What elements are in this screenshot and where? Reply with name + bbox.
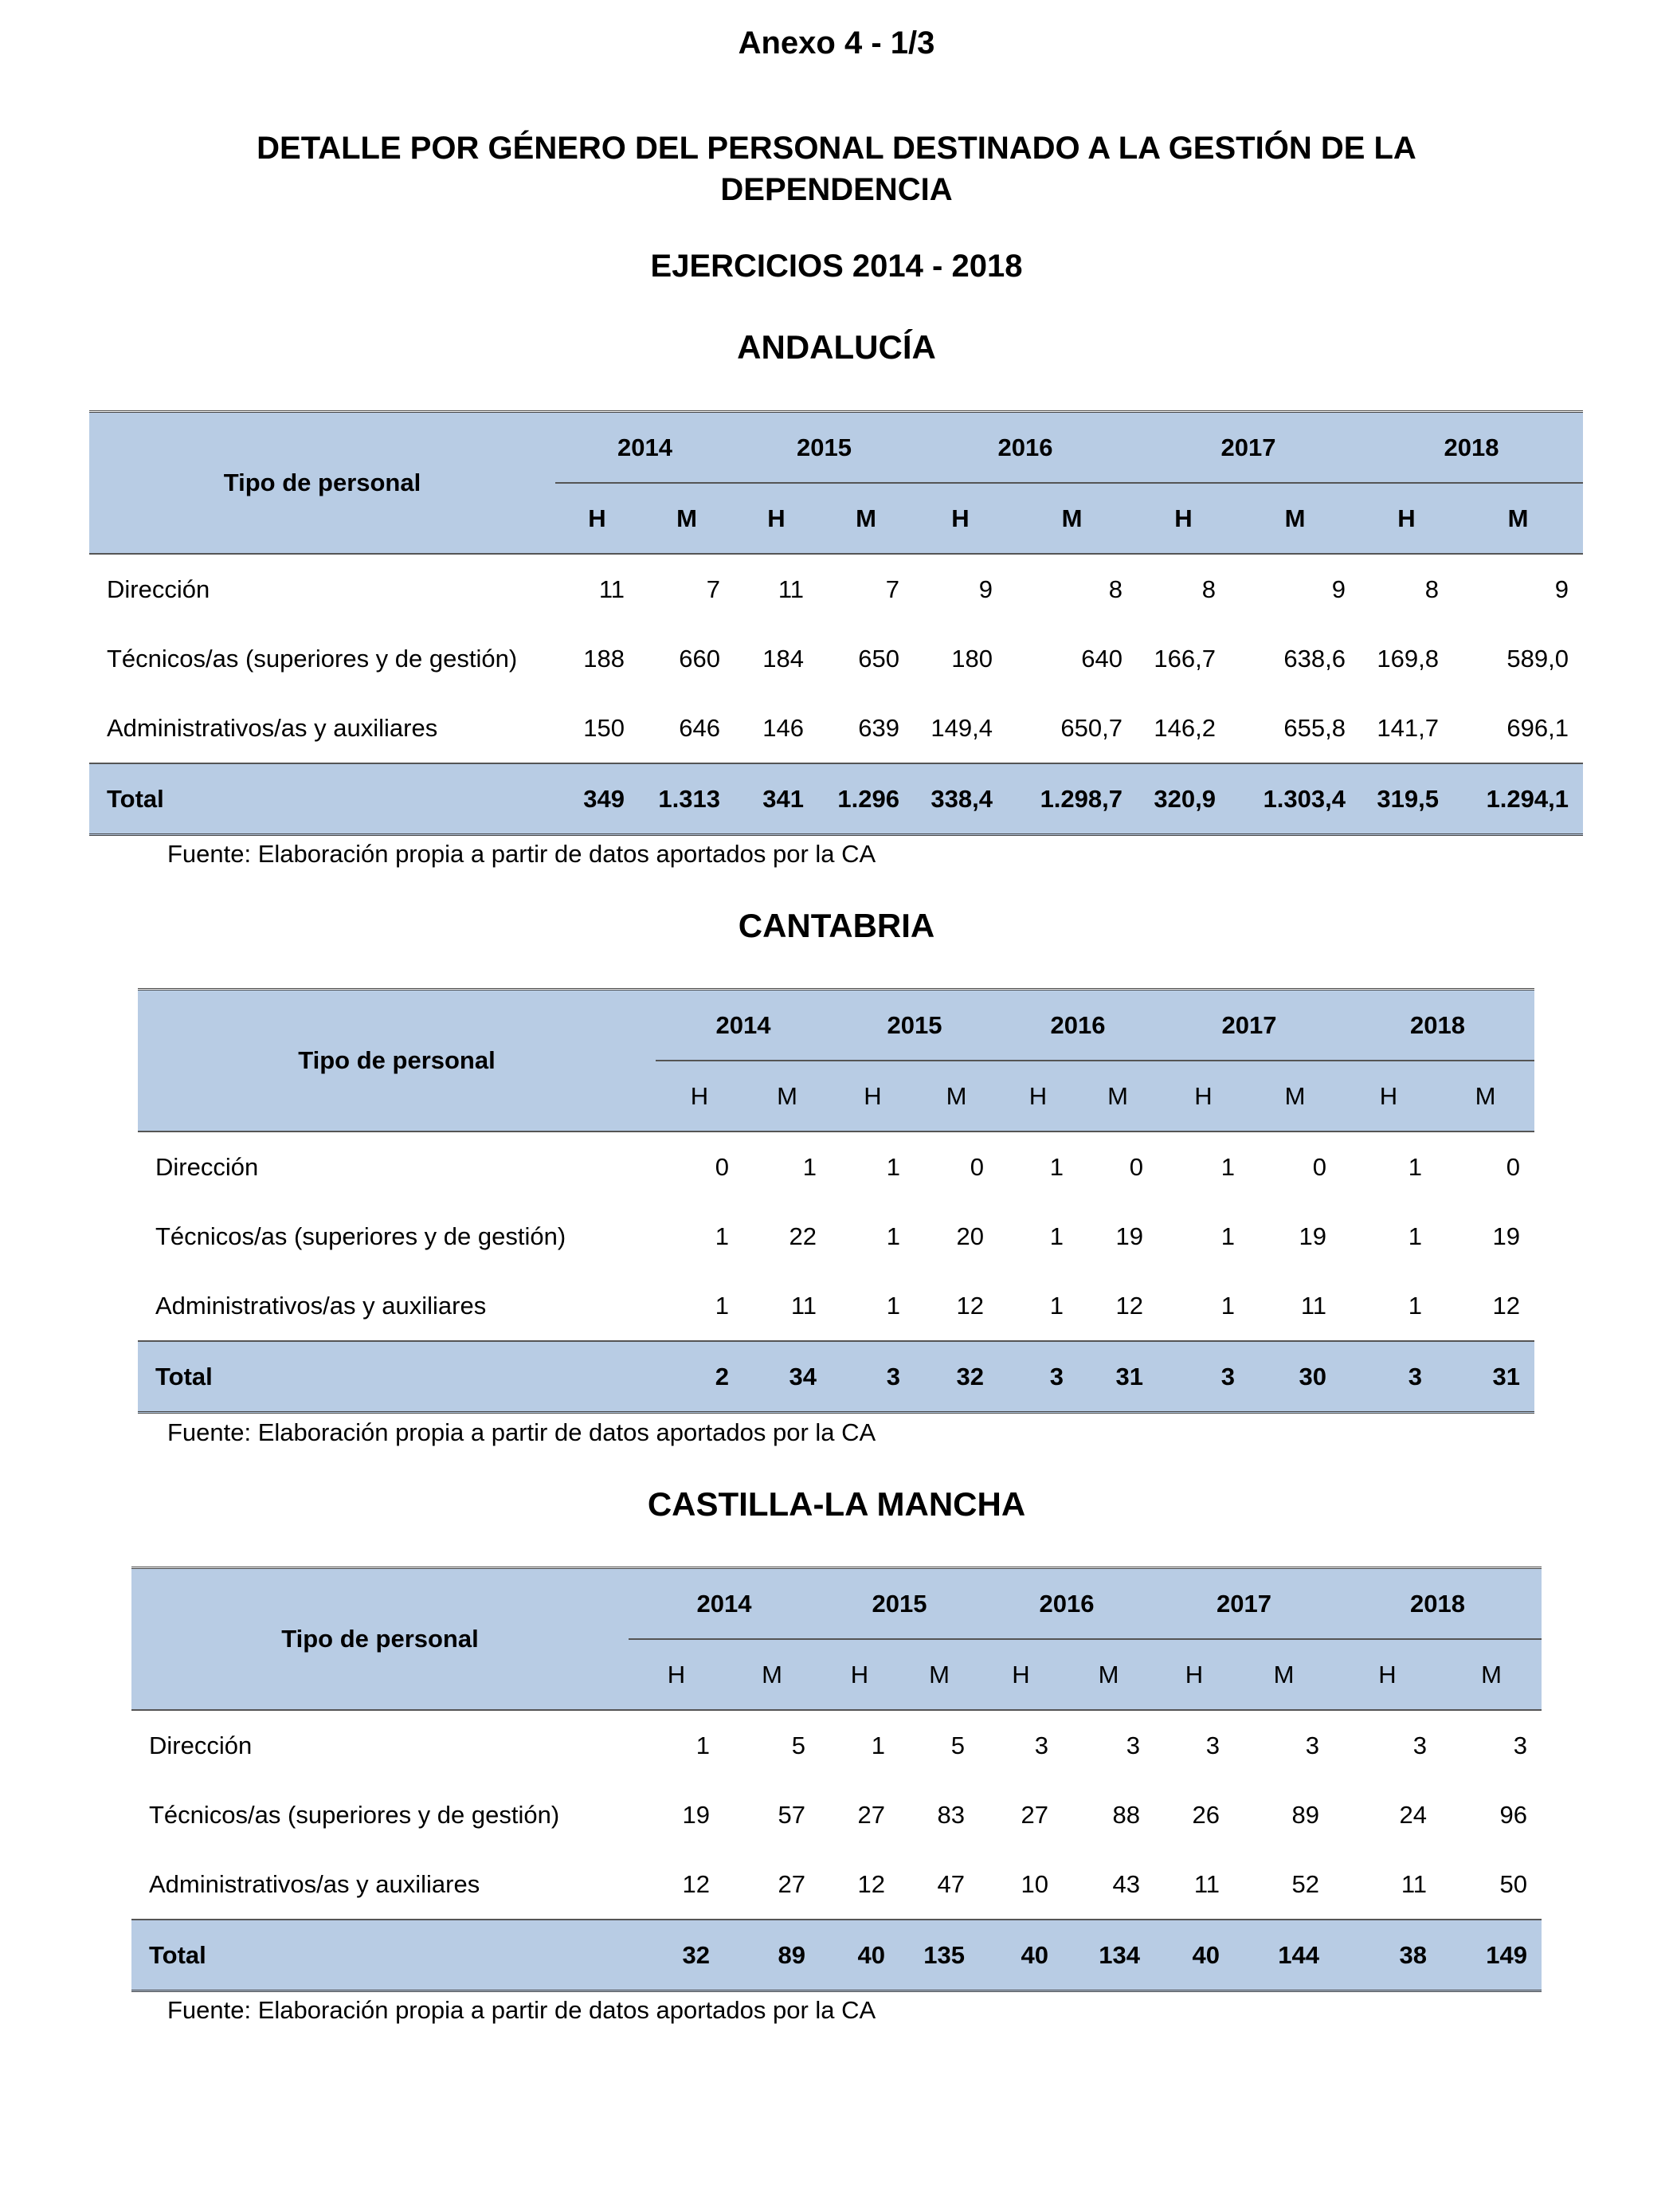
table-andalucia (89, 410, 1583, 836)
h-header: H (979, 1639, 1063, 1710)
cell: 27 (1021, 1800, 1048, 1829)
cell: 660 (679, 644, 720, 673)
year-header: 2018 (1360, 412, 1583, 484)
source-note: Fuente: Elaboración propia a partir de datos aportados por la CA (167, 1996, 876, 2024)
cell: 141,7 (1377, 713, 1439, 742)
cell: 1 (743, 1131, 831, 1202)
table-row (89, 693, 1583, 763)
cell: 1 (820, 1710, 899, 1780)
year-header: 2017 (1158, 990, 1341, 1061)
region-title-castilla-la-mancha: CASTILLA-LA MANCHA (647, 1485, 1026, 1523)
cell: 89 (1291, 1800, 1319, 1829)
year-header: 2016 (998, 990, 1158, 1061)
table-row (131, 1710, 1542, 1780)
cell: 150 (583, 713, 625, 742)
cell: 11 (735, 554, 818, 624)
cell: 10 (1021, 1869, 1048, 1898)
cell: 1 (629, 1710, 724, 1780)
cell: 638,6 (1283, 644, 1346, 673)
cell: 9 (1453, 554, 1583, 624)
cell: 2 (656, 1341, 743, 1413)
year-header: 2017 (1154, 1568, 1334, 1640)
table-row (138, 1131, 1534, 1202)
h-header: H (1341, 1061, 1436, 1131)
cell: 1 (715, 1222, 729, 1250)
cell: 7 (639, 554, 735, 624)
h-header: H (1334, 1639, 1441, 1710)
h-header: H (831, 1061, 915, 1131)
header-tipo-de-personal: Tipo de personal (138, 990, 656, 1132)
cell: 11 (1300, 1291, 1326, 1320)
cell: 1 (1408, 1222, 1422, 1250)
cell: 9 (914, 554, 1007, 624)
cell: 52 (1291, 1869, 1319, 1898)
cell: 3 (831, 1341, 915, 1413)
cell: 19 (682, 1800, 710, 1829)
cell: 1.313 (639, 763, 735, 835)
cell: 146,2 (1154, 713, 1216, 742)
cell: 40 (820, 1920, 899, 1991)
cell: 0 (1249, 1131, 1341, 1202)
cell: 12 (857, 1869, 885, 1898)
cell: 96 (1499, 1800, 1527, 1829)
year-header: 2018 (1341, 990, 1534, 1061)
m-header: M (743, 1061, 831, 1131)
cell: 3 (1334, 1710, 1441, 1780)
cell: 40 (1154, 1920, 1234, 1991)
cell: 40 (979, 1920, 1063, 1991)
cell: 1 (1049, 1291, 1064, 1320)
cell: 650,7 (1060, 713, 1123, 742)
cell: 3 (1063, 1710, 1154, 1780)
cell: 57 (778, 1800, 805, 1829)
h-header: H (1154, 1639, 1234, 1710)
row-label: Técnicos/as (superiores y de gestión) (107, 644, 518, 673)
cell: 1.303,4 (1230, 763, 1360, 835)
cell: 650 (858, 644, 899, 673)
cell: 34 (743, 1341, 831, 1413)
region-title-andalucia: ANDALUCÍA (737, 328, 936, 366)
h-header: H (656, 1061, 743, 1131)
year-header: 2015 (820, 1568, 979, 1640)
m-header: M (1078, 1061, 1158, 1131)
cell: 1 (998, 1131, 1078, 1202)
cell: 19 (1492, 1222, 1520, 1250)
cell: 5 (899, 1710, 979, 1780)
row-label: Técnicos/as (superiores y de gestión) (149, 1800, 560, 1829)
cell: 1 (831, 1131, 915, 1202)
cell: 12 (1115, 1291, 1143, 1320)
cell: 1.298,7 (1007, 763, 1137, 835)
cell: 135 (899, 1920, 979, 1991)
row-label: Administrativos/as y auxiliares (149, 1869, 480, 1898)
m-header: M (639, 483, 735, 554)
h-header: H (998, 1061, 1078, 1131)
cell: 1 (1341, 1131, 1436, 1202)
cell: 146 (762, 713, 804, 742)
cell: 640 (1081, 644, 1123, 673)
m-header: M (915, 1061, 998, 1131)
document-title: DETALLE POR GÉNERO DEL PERSONAL DESTINADO A LA GESTIÓN DE LA DEPENDENCIA (257, 131, 1416, 207)
cell: 1.294,1 (1453, 763, 1583, 835)
cell: 3 (1158, 1341, 1249, 1413)
row-label: Técnicos/as (superiores y de gestión) (155, 1222, 566, 1250)
table-row (89, 624, 1583, 693)
cell: 43 (1112, 1869, 1140, 1898)
cell: 22 (789, 1222, 817, 1250)
cell: 0 (1078, 1131, 1158, 1202)
years-title: EJERCICIOS 2014 - 2018 (650, 249, 1023, 284)
total-label: Total (131, 1920, 629, 1991)
table-cantabria (138, 988, 1534, 1414)
cell: 30 (1249, 1341, 1341, 1413)
year-header: 2018 (1334, 1568, 1542, 1640)
year-header: 2014 (629, 1568, 820, 1640)
m-header: M (1453, 483, 1583, 554)
cell: 341 (735, 763, 818, 835)
year-header: 2015 (831, 990, 998, 1061)
cell: 89 (724, 1920, 820, 1991)
cell: 11 (1401, 1869, 1427, 1898)
row-label: Administrativos/as y auxiliares (155, 1291, 487, 1320)
year-header: 2016 (914, 412, 1137, 484)
cell: 1 (1220, 1291, 1235, 1320)
m-header: M (899, 1639, 979, 1710)
cell: 169,8 (1377, 644, 1439, 673)
cell: 8 (1137, 554, 1230, 624)
row-label: Dirección (89, 554, 555, 624)
table-row (138, 1202, 1534, 1271)
total-row (138, 1341, 1534, 1413)
cell: 188 (583, 644, 625, 673)
cell: 1 (1220, 1222, 1235, 1250)
cell: 319,5 (1360, 763, 1453, 835)
year-header: 2016 (979, 1568, 1154, 1640)
cell: 646 (679, 713, 720, 742)
m-header: M (1436, 1061, 1534, 1131)
cell: 19 (1299, 1222, 1326, 1250)
cell: 31 (1436, 1341, 1534, 1413)
cell: 3 (1154, 1710, 1234, 1780)
cell: 11 (555, 554, 639, 624)
cell: 12 (682, 1869, 710, 1898)
m-header: M (724, 1639, 820, 1710)
cell: 184 (762, 644, 804, 673)
year-header: 2015 (735, 412, 914, 484)
cell: 1 (886, 1291, 900, 1320)
row-label: Dirección (131, 1710, 629, 1780)
h-header: H (735, 483, 818, 554)
h-header: H (629, 1639, 724, 1710)
source-note: Fuente: Elaboración propia a partir de datos aportados por la CA (167, 1418, 876, 1446)
cell: 8 (1360, 554, 1453, 624)
cell: 1 (715, 1291, 729, 1320)
cell: 12 (1492, 1291, 1520, 1320)
cell: 1.296 (818, 763, 914, 835)
cell: 3 (1341, 1341, 1436, 1413)
cell: 27 (857, 1800, 885, 1829)
h-header: H (555, 483, 639, 554)
cell: 19 (1115, 1222, 1143, 1250)
cell: 26 (1192, 1800, 1220, 1829)
m-header: M (1007, 483, 1137, 554)
source-note: Fuente: Elaboración propia a partir de datos aportados por la CA (167, 840, 876, 868)
cell: 655,8 (1283, 713, 1346, 742)
cell: 3 (1441, 1710, 1542, 1780)
row-label: Administrativos/as y auxiliares (107, 713, 438, 742)
cell: 149 (1441, 1920, 1542, 1991)
cell: 166,7 (1154, 644, 1216, 673)
cell: 320,9 (1137, 763, 1230, 835)
cell: 0 (915, 1131, 998, 1202)
cell: 134 (1063, 1920, 1154, 1991)
cell: 7 (818, 554, 914, 624)
cell: 88 (1112, 1800, 1140, 1829)
h-header: H (1158, 1061, 1249, 1131)
h-header: H (820, 1639, 899, 1710)
m-header: M (1249, 1061, 1341, 1131)
year-header: 2014 (656, 990, 831, 1061)
cell: 50 (1499, 1869, 1527, 1898)
total-label: Total (138, 1341, 656, 1413)
cell: 47 (937, 1869, 965, 1898)
header-tipo-de-personal: Tipo de personal (131, 1568, 629, 1711)
cell: 3 (1234, 1710, 1334, 1780)
cell: 3 (998, 1341, 1078, 1413)
cell: 3 (979, 1710, 1063, 1780)
cell: 1 (1158, 1131, 1249, 1202)
m-header: M (1230, 483, 1360, 554)
cell: 0 (1436, 1131, 1534, 1202)
cell: 38 (1334, 1920, 1441, 1991)
cell: 27 (778, 1869, 805, 1898)
cell: 20 (956, 1222, 984, 1250)
h-header: H (1137, 483, 1230, 554)
table-row (89, 554, 1583, 624)
cell: 149,4 (931, 713, 993, 742)
cell: 5 (724, 1710, 820, 1780)
cell: 1 (1049, 1222, 1064, 1250)
cell: 144 (1234, 1920, 1334, 1991)
total-label: Total (89, 763, 555, 835)
cell: 338,4 (914, 763, 1007, 835)
m-header: M (1063, 1639, 1154, 1710)
cell: 9 (1230, 554, 1360, 624)
cell: 180 (951, 644, 993, 673)
cell: 8 (1007, 554, 1137, 624)
h-header: H (914, 483, 1007, 554)
cell: 1 (1408, 1291, 1422, 1320)
cell: 83 (937, 1800, 965, 1829)
cell: 24 (1399, 1800, 1427, 1829)
year-header: 2014 (555, 412, 735, 484)
cell: 696,1 (1506, 713, 1569, 742)
header-tipo-de-personal: Tipo de personal (89, 412, 555, 555)
cell: 11 (790, 1291, 817, 1320)
annex-label: Anexo 4 - 1/3 (738, 25, 935, 61)
cell: 639 (858, 713, 899, 742)
cell: 349 (555, 763, 639, 835)
cell: 0 (656, 1131, 743, 1202)
cell: 589,0 (1506, 644, 1569, 673)
m-header: M (1441, 1639, 1542, 1710)
table-row (131, 1780, 1542, 1849)
total-row (131, 1920, 1542, 1991)
row-label: Dirección (138, 1131, 656, 1202)
h-header: H (1360, 483, 1453, 554)
cell: 32 (629, 1920, 724, 1991)
cell: 11 (1193, 1869, 1220, 1898)
cell: 31 (1078, 1341, 1158, 1413)
table-row (131, 1849, 1542, 1920)
cell: 1 (886, 1222, 900, 1250)
m-header: M (1234, 1639, 1334, 1710)
table-castilla-la-mancha (131, 1567, 1542, 1992)
total-row (89, 763, 1583, 835)
table-row (138, 1271, 1534, 1341)
cell: 32 (915, 1341, 998, 1413)
m-header: M (818, 483, 914, 554)
year-header: 2017 (1137, 412, 1360, 484)
region-title-cantabria: CANTABRIA (738, 907, 935, 944)
cell: 12 (956, 1291, 984, 1320)
